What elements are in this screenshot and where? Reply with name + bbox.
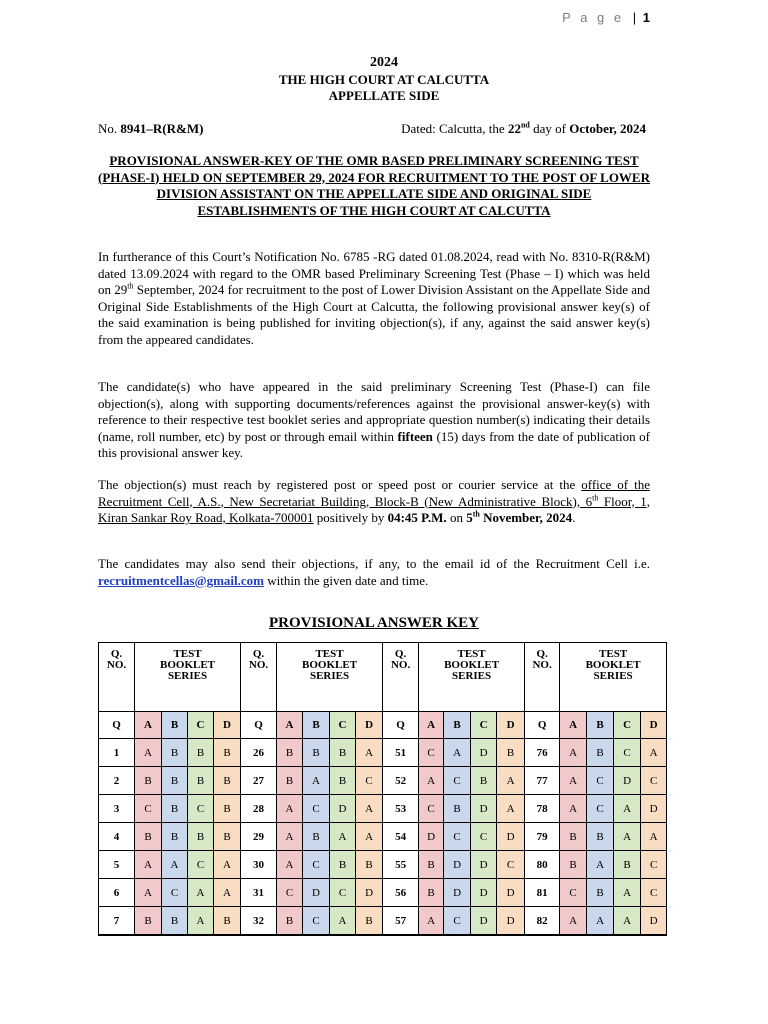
answer-cell-series-c: D — [471, 795, 497, 823]
answer-cell-series-d: B — [497, 739, 525, 767]
answer-cell-series-a: A — [135, 879, 162, 907]
answer-cell-series-b: C — [444, 823, 471, 851]
answer-cell-series-d: A — [356, 739, 383, 767]
answer-cell-series-a: A — [419, 767, 444, 795]
deadline-date — [466, 510, 572, 525]
answer-cell-series-b: B — [444, 795, 471, 823]
question-number: 81 — [525, 879, 560, 907]
side-heading: APPELLATE SIDE — [328, 88, 440, 103]
answer-cell-series-d: B — [214, 739, 241, 767]
answer-cell-series-d: A — [497, 767, 525, 795]
series-header-line-1: TEST — [457, 648, 486, 660]
paragraph-address-text-c: on — [446, 510, 467, 525]
question-number: 29 — [241, 823, 277, 851]
answer-cell-series-b: C — [303, 795, 330, 823]
question-number: 78 — [525, 795, 560, 823]
reference-line — [98, 121, 646, 137]
page-label: P a g e — [562, 10, 625, 25]
paragraph-notification — [98, 249, 650, 348]
question-number: 26 — [241, 739, 277, 767]
answer-key-heading: PROVISIONAL ANSWER KEY — [268, 615, 480, 631]
answer-cell-series-d: B — [356, 907, 383, 936]
qno-header-line-1: Q. — [394, 648, 407, 660]
series-letter-a: A — [419, 712, 444, 739]
deadline-date-sup: th — [472, 509, 480, 519]
answer-cell-series-d: A — [356, 823, 383, 851]
question-number: 82 — [525, 907, 560, 936]
answer-cell-series-a: A — [135, 851, 162, 879]
qno-header-line-1: Q. — [536, 648, 548, 660]
answer-cell-series-d: C — [641, 767, 667, 795]
series-letter-a: A — [277, 712, 303, 739]
q-column-label: Q — [99, 712, 135, 739]
series-header-line-1: TEST — [315, 648, 344, 660]
answer-cell-series-d: D — [641, 907, 667, 936]
answer-cell-series-a: A — [560, 907, 587, 936]
q-column-label: Q — [241, 712, 277, 739]
answer-cell-series-a: A — [560, 795, 587, 823]
answer-row — [99, 851, 667, 879]
answer-cell-series-d: A — [641, 823, 667, 851]
answer-row — [99, 767, 667, 795]
series-header-line-2: BOOKLET — [160, 659, 216, 671]
series-letter-c: C — [330, 712, 356, 739]
dated-month-year: October, 2024 — [569, 121, 646, 136]
answer-cell-series-b: C — [587, 767, 614, 795]
answer-cell-series-c: A — [188, 879, 214, 907]
series-letter-b: B — [444, 712, 471, 739]
answer-cell-series-c: B — [471, 767, 497, 795]
answer-cell-series-d: B — [214, 795, 241, 823]
series-header-line-3: SERIES — [593, 670, 633, 682]
answer-cell-series-b: A — [587, 907, 614, 936]
dated-prefix: Dated: Calcutta, the — [401, 121, 508, 136]
paragraph-email-text-a: The candidates may also send their objections, if any, to the email id of the Recruitment Cell i.e. — [98, 556, 650, 571]
booklet-series-header — [277, 643, 383, 712]
series-header-line-3: SERIES — [309, 670, 350, 682]
reference-number-value: 8941–R(R&M) — [120, 121, 204, 136]
answer-cell-series-c: C — [188, 795, 214, 823]
qno-header — [241, 643, 277, 712]
answer-cell-series-a: B — [277, 739, 303, 767]
answer-cell-series-b: B — [162, 739, 188, 767]
paragraph-address-text-a: The objection(s) must reach by registered post or speed post or courier service at the — [98, 477, 582, 492]
year-heading: 2024 — [370, 55, 398, 70]
notice-title: PROVISIONAL ANSWER-KEY OF THE OMR BASED PRELIMINARY SCREENING TEST (PHASE-I) HELD ON SEPTEMBER 29, 2024 FOR RECRUITMENT TO THE POST OF LOWER DIVISION ASSISTANT ON THE APPELLATE SIDE AND ORIGINAL SIDE ESTABLISHMENTS OF THE HIGH COURT AT CALCUTTA — [98, 153, 650, 218]
question-number: 2 — [99, 767, 135, 795]
answer-cell-series-d: A — [214, 851, 241, 879]
answer-cell-series-b: C — [587, 795, 614, 823]
answer-cell-series-c: B — [188, 739, 214, 767]
answer-cell-series-a: B — [135, 907, 162, 936]
paragraph-objection-fifteen: fifteen — [397, 428, 433, 444]
question-number: 79 — [525, 823, 560, 851]
answer-cell-series-c: D — [471, 851, 497, 879]
question-number: 3 — [99, 795, 135, 823]
answer-cell-series-c: D — [471, 739, 497, 767]
answer-cell-series-b: B — [162, 823, 188, 851]
answer-cell-series-a: B — [560, 823, 587, 851]
qno-header — [99, 643, 135, 712]
answer-cell-series-c: A — [614, 907, 641, 936]
dated-day: 22 — [507, 121, 521, 136]
series-header-line-3: SERIES — [167, 670, 208, 682]
answer-cell-series-b: C — [444, 767, 471, 795]
answer-cell-series-c: B — [330, 767, 356, 795]
answer-cell-series-d: D — [497, 907, 525, 936]
q-column-label: Q — [525, 712, 560, 739]
qno-header-line-2: NO. — [106, 659, 127, 671]
answer-row — [99, 795, 667, 823]
reference-number — [98, 121, 203, 137]
answer-cell-series-d: D — [641, 795, 667, 823]
answer-cell-series-a: A — [419, 907, 444, 936]
question-number: 6 — [99, 879, 135, 907]
question-number: 77 — [525, 767, 560, 795]
qno-header — [383, 643, 419, 712]
series-header-line-3: SERIES — [452, 670, 492, 682]
answer-cell-series-a: C — [419, 739, 444, 767]
answer-cell-series-d: A — [641, 739, 667, 767]
answer-row — [99, 823, 667, 851]
paragraph-notification-text-b: September, 2024 for recruitment to the post of Lower Division Assistant on the Appellate Side and Original Side Establishments of the High Court at Calcutta, the following provisional answer key(s) of the said examination is being published for inviting objection(s), if any, against the said answer key(s) from the appeared candidates. — [98, 282, 651, 347]
series-letter-d: D — [497, 712, 525, 739]
qno-header-line-2: NO. — [248, 659, 269, 671]
answer-row — [99, 879, 667, 907]
question-number: 53 — [383, 795, 419, 823]
answer-cell-series-b: B — [587, 879, 614, 907]
answer-cell-series-c: C — [471, 823, 497, 851]
answer-cell-series-a: B — [419, 879, 444, 907]
qno-header-line-1: Q. — [252, 648, 265, 660]
answer-cell-series-c: A — [614, 823, 641, 851]
series-letter-d: D — [214, 712, 241, 739]
paragraph-address-end: . — [572, 510, 576, 525]
answer-cell-series-a: B — [135, 823, 162, 851]
answer-cell-series-b: A — [162, 851, 188, 879]
answer-cell-series-d: A — [497, 795, 525, 823]
answer-cell-series-d: B — [214, 767, 241, 795]
answer-cell-series-b: D — [444, 879, 471, 907]
series-letter-a: A — [135, 712, 162, 739]
answer-cell-series-d: D — [497, 823, 525, 851]
answer-cell-series-d: D — [497, 879, 525, 907]
booklet-series-header — [419, 643, 525, 712]
reference-number-prefix: No. — [98, 121, 121, 136]
question-number: 56 — [383, 879, 419, 907]
deadline-date-day: 5 — [466, 510, 473, 525]
answer-cell-series-d: C — [641, 879, 667, 907]
series-letter-a: A — [560, 712, 587, 739]
paragraph-objection-address — [98, 477, 650, 527]
page-number-value: 1 — [642, 10, 650, 25]
deadline-date-rest: November, 2024 — [479, 510, 573, 525]
answer-cell-series-b: B — [587, 739, 614, 767]
question-number: 28 — [241, 795, 277, 823]
series-letter-d: D — [356, 712, 383, 739]
answer-cell-series-a: C — [277, 879, 303, 907]
answer-cell-series-c: D — [471, 879, 497, 907]
q-column-label: Q — [383, 712, 419, 739]
series-header-line-2: BOOKLET — [302, 659, 358, 671]
answer-cell-series-d: D — [356, 879, 383, 907]
answer-cell-series-d: C — [641, 851, 667, 879]
question-number: 7 — [99, 907, 135, 936]
answer-cell-series-a: B — [135, 767, 162, 795]
answer-cell-series-b: C — [162, 879, 188, 907]
series-letter-d: D — [641, 712, 667, 739]
answer-cell-series-b: A — [587, 851, 614, 879]
paragraph-address-text-b: positively by — [313, 510, 388, 525]
series-header-line-2: BOOKLET — [585, 659, 641, 671]
question-number: 27 — [241, 767, 277, 795]
answer-cell-series-b: B — [587, 823, 614, 851]
answer-cell-series-b: D — [444, 851, 471, 879]
answer-cell-series-a: B — [560, 851, 587, 879]
qno-header-line-1: Q. — [110, 648, 123, 660]
series-header-line-1: TEST — [599, 648, 628, 660]
answer-cell-series-b: C — [303, 851, 330, 879]
answer-cell-series-b: C — [444, 907, 471, 936]
answer-cell-series-c: B — [188, 823, 214, 851]
deadline-time: 04:45 P.M. — [387, 510, 447, 525]
question-number: 55 — [383, 851, 419, 879]
question-number: 30 — [241, 851, 277, 879]
answer-cell-series-b: B — [303, 739, 330, 767]
paragraph-objection-text-b: (15) days from the date of publication of this provisional answer key. — [98, 428, 650, 460]
address-floor-sup: th — [592, 493, 599, 503]
page-number: P a g e | 1 — [562, 10, 650, 25]
dated-line — [401, 121, 646, 137]
answer-cell-series-b: B — [162, 767, 188, 795]
answer-cell-series-d: A — [356, 795, 383, 823]
answer-cell-series-d: C — [497, 851, 525, 879]
answer-cell-series-b: B — [162, 907, 188, 936]
answer-cell-series-d: B — [214, 823, 241, 851]
answer-cell-series-a: A — [560, 739, 587, 767]
answer-cell-series-c: B — [330, 739, 356, 767]
answer-cell-series-a: C — [135, 795, 162, 823]
answer-cell-series-b: A — [444, 739, 471, 767]
question-number: 52 — [383, 767, 419, 795]
series-letter-b: B — [303, 712, 330, 739]
answer-cell-series-d: B — [214, 907, 241, 936]
question-number: 57 — [383, 907, 419, 936]
series-letter-row — [99, 712, 667, 739]
paragraph-email-text-b: within the given date and time. — [264, 572, 429, 588]
answer-key-header-row — [99, 643, 667, 712]
question-number: 31 — [241, 879, 277, 907]
qno-header-line-2: NO. — [390, 659, 411, 671]
question-number: 1 — [99, 739, 135, 767]
answer-cell-series-c: D — [614, 767, 641, 795]
answer-key-body — [99, 643, 667, 936]
answer-cell-series-c: B — [614, 851, 641, 879]
qno-header-line-2: NO. — [532, 659, 552, 671]
answer-cell-series-a: C — [560, 879, 587, 907]
answer-cell-series-d: B — [356, 851, 383, 879]
answer-cell-series-c: B — [330, 851, 356, 879]
question-number: 51 — [383, 739, 419, 767]
dated-day-suffix: nd — [520, 120, 530, 130]
paragraph-email — [98, 556, 650, 589]
answer-cell-series-a: D — [419, 823, 444, 851]
series-letter-c: C — [614, 712, 641, 739]
answer-cell-series-a: B — [277, 907, 303, 936]
answer-cell-series-b: D — [303, 879, 330, 907]
qno-header — [525, 643, 560, 712]
series-letter-b: B — [587, 712, 614, 739]
paragraph-notification-sup: th — [127, 281, 134, 291]
series-header-line-2: BOOKLET — [444, 659, 500, 671]
answer-cell-series-b: C — [303, 907, 330, 936]
question-number: 32 — [241, 907, 277, 936]
booklet-series-header — [560, 643, 667, 712]
question-number: 80 — [525, 851, 560, 879]
answer-cell-series-a: C — [419, 795, 444, 823]
answer-cell-series-b: B — [162, 795, 188, 823]
question-number: 54 — [383, 823, 419, 851]
answer-cell-series-c: A — [330, 907, 356, 936]
answer-row — [99, 907, 667, 936]
answer-cell-series-a: B — [277, 767, 303, 795]
answer-cell-series-c: C — [330, 879, 356, 907]
answer-cell-series-c: C — [614, 739, 641, 767]
answer-cell-series-a: A — [277, 823, 303, 851]
question-number: 76 — [525, 739, 560, 767]
answer-cell-series-c: A — [614, 795, 641, 823]
address-part-1: office of the Recruitment Cell, A.S., New Secretariat Building, Block-B (New Administrative Block), 6 — [98, 477, 650, 509]
paragraph-objection-text-a: The candidate(s) who have appeared in the said preliminary Screening Test (Phase-I) can file objection(s), along with supporting documents/references against the provisional answer-key(s) with reference to their respective test booklet series and appropriate question number(s) indicating their details (name, roll number, etc) by post or through email within — [98, 379, 650, 444]
answer-key-table — [98, 642, 667, 936]
paragraph-objection-filing — [98, 379, 650, 462]
address-part-2: Floor, 1, Kiran Sankar Roy Road, Kolkata-700001 — [98, 493, 651, 525]
answer-cell-series-d: C — [356, 767, 383, 795]
answer-cell-series-c: C — [188, 851, 214, 879]
question-number: 5 — [99, 851, 135, 879]
answer-cell-series-b: B — [303, 823, 330, 851]
answer-cell-series-b: A — [303, 767, 330, 795]
answer-cell-series-c: A — [330, 823, 356, 851]
series-letter-b: B — [162, 712, 188, 739]
answer-cell-series-c: A — [614, 879, 641, 907]
court-heading: THE HIGH COURT AT CALCUTTA — [278, 72, 490, 87]
series-letter-c: C — [471, 712, 497, 739]
answer-cell-series-a: A — [277, 851, 303, 879]
dated-day-of: day of — [529, 121, 570, 136]
series-header-line-1: TEST — [173, 648, 202, 660]
answer-cell-series-a: B — [419, 851, 444, 879]
series-letter-c: C — [188, 712, 214, 739]
question-number: 4 — [99, 823, 135, 851]
paragraph-notification-text-a: In furtherance of this Court’s Notification No. 6785 -RG dated 01.08.2024, read with No. 8310-R(R&M) dated 13.09.2024 with regard to the OMR based Preliminary Screening Test (Phase – I) which was held on 29 — [98, 249, 650, 297]
email-link[interactable]: recruitmentcellas@gmail.com — [98, 572, 264, 588]
answer-cell-series-c: D — [330, 795, 356, 823]
answer-cell-series-c: B — [188, 767, 214, 795]
answer-cell-series-a: A — [135, 739, 162, 767]
answer-cell-series-c: D — [471, 907, 497, 936]
answer-cell-series-c: A — [188, 907, 214, 936]
answer-cell-series-d: A — [214, 879, 241, 907]
answer-row — [99, 739, 667, 767]
answer-cell-series-a: A — [277, 795, 303, 823]
answer-cell-series-a: A — [560, 767, 587, 795]
booklet-series-header — [135, 643, 241, 712]
